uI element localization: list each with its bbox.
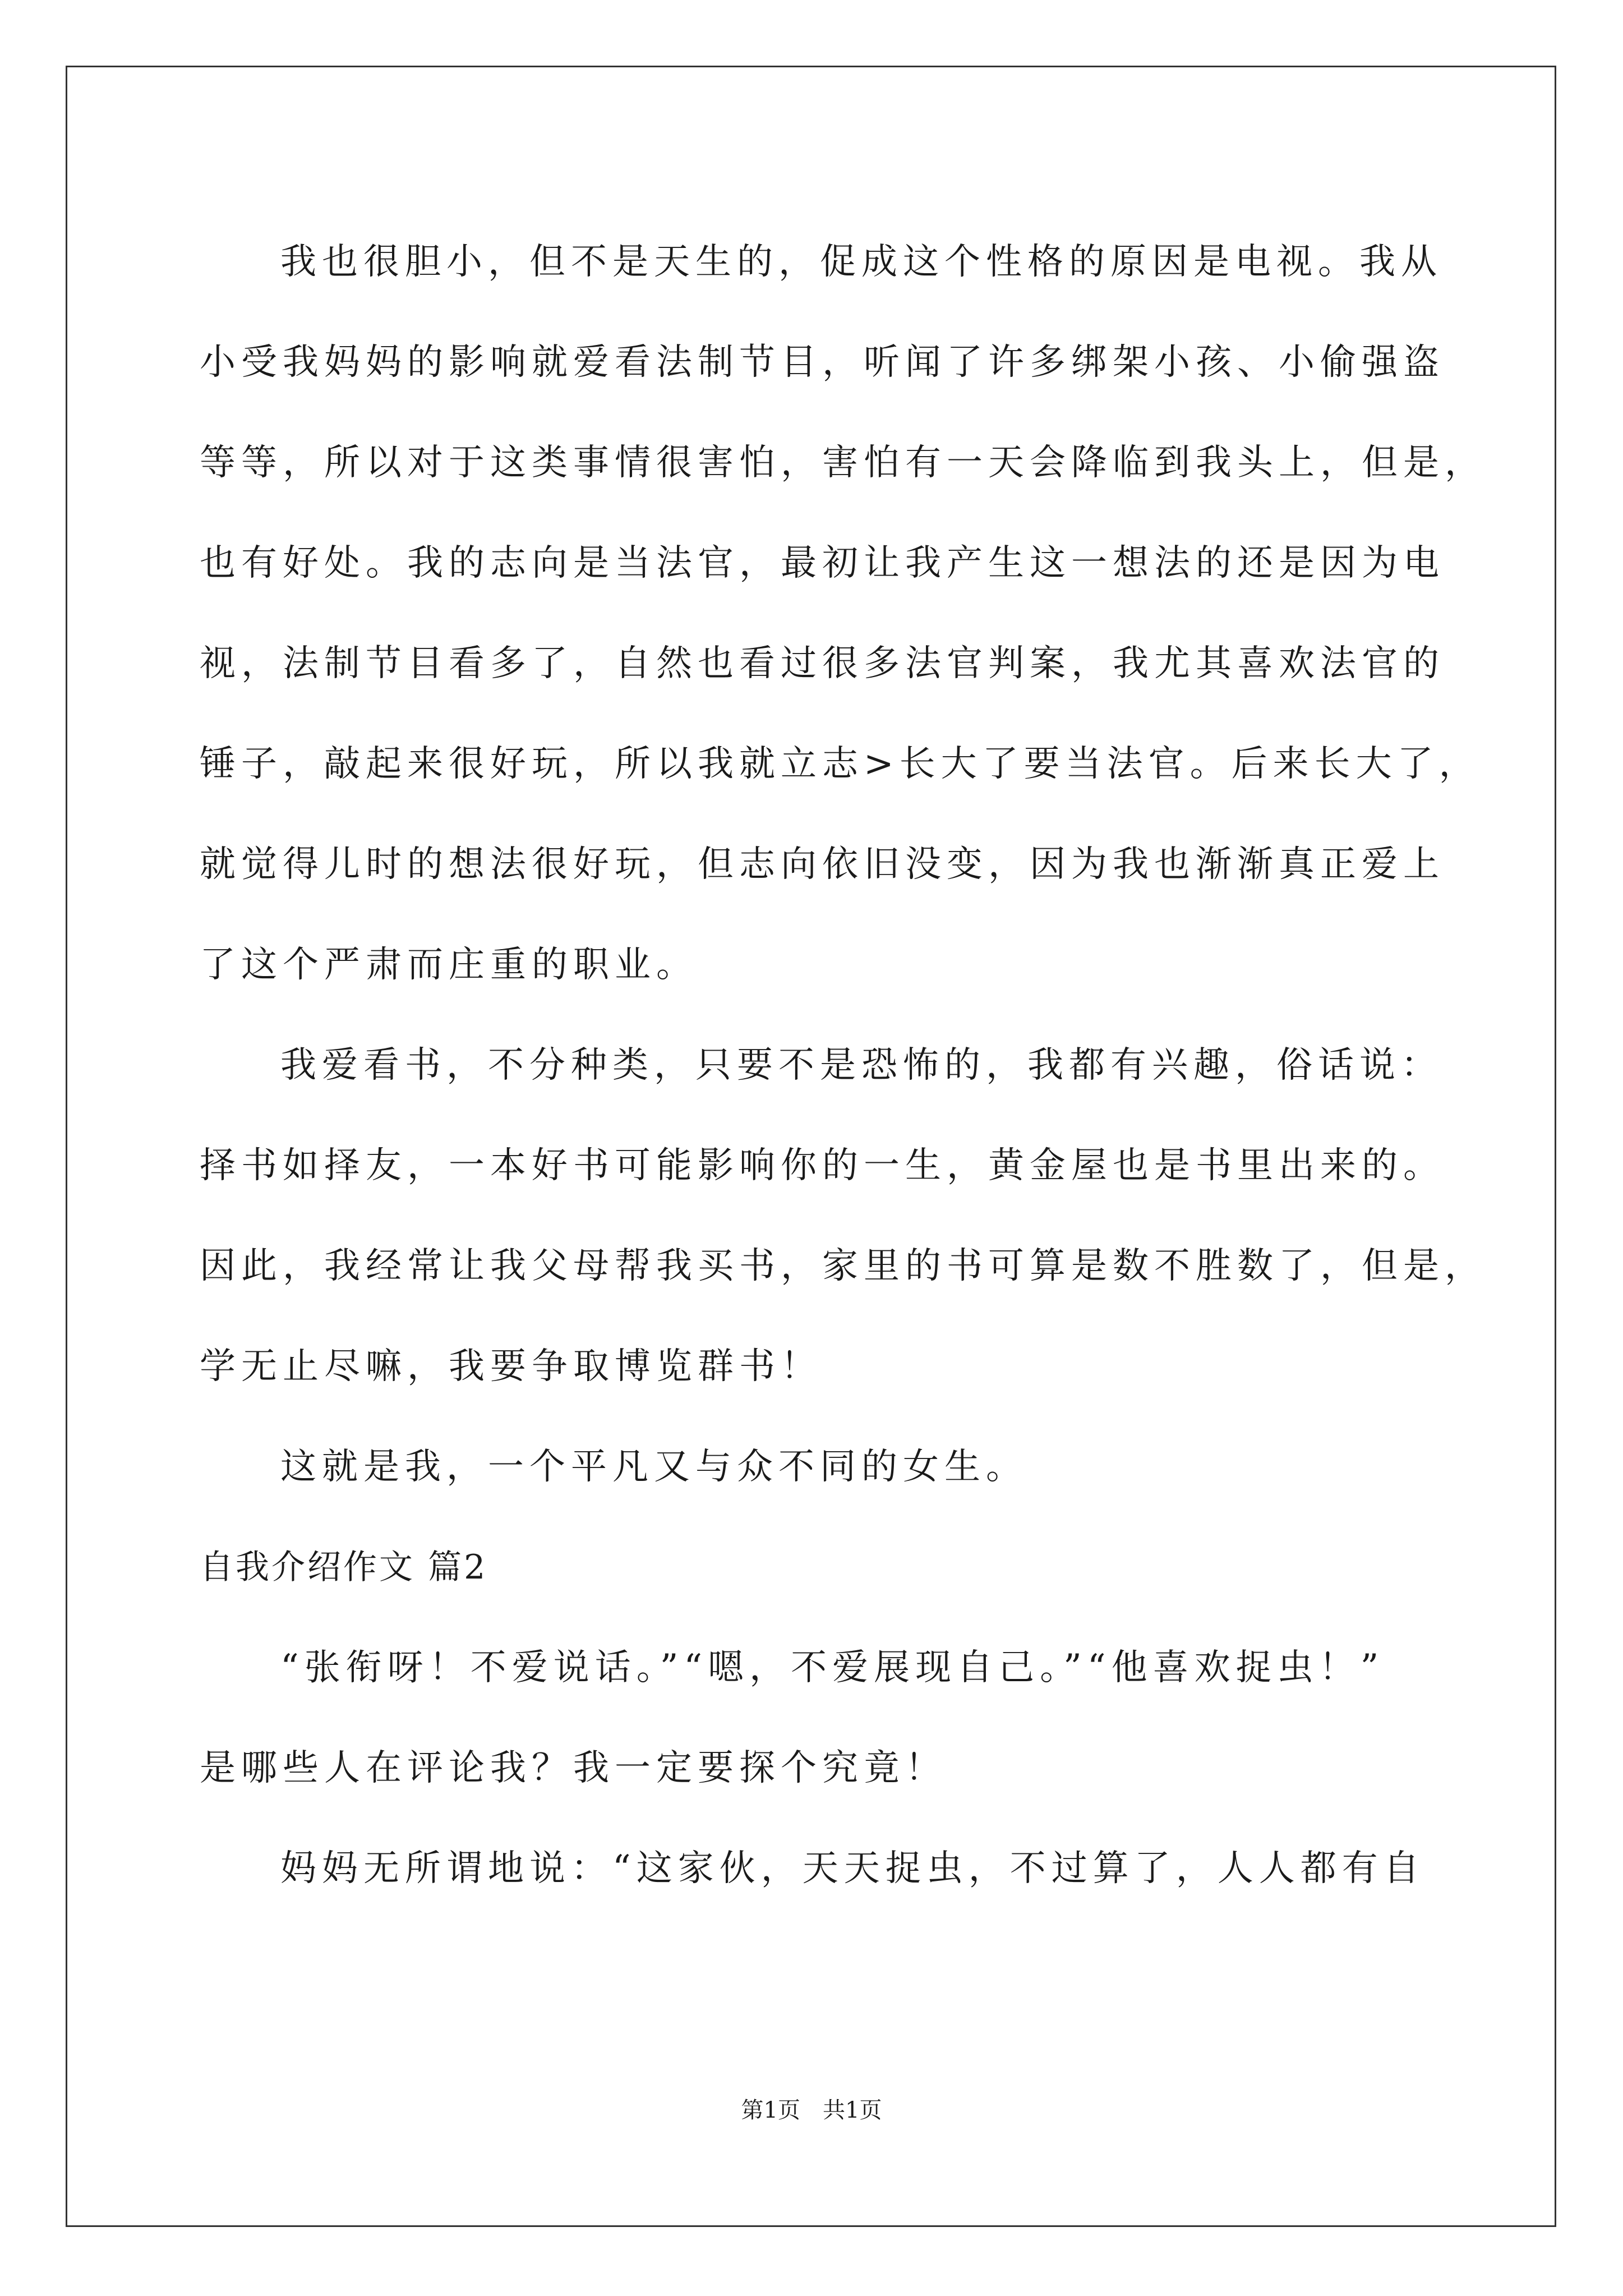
paragraph — [200, 1618, 1506, 1819]
text-line: 是哪些人在评论我？我一定要探个究竟！ — [200, 1747, 947, 1789]
text-line: 锤子，敲起来很好玩，所以我就立志>长大了要当法官。后来长大了， — [200, 743, 1481, 785]
paragraph — [200, 1015, 1506, 1417]
text-line: 我也很胆小，但不是天生的，促成这个性格的原因是电视。我从 — [280, 241, 1442, 283]
paragraph — [200, 1417, 1506, 1517]
text-line: “张衔呀！不爱说话。”“嗯，不爱展现自己。”“他喜欢捉虫！” — [280, 1647, 1385, 1688]
text-line: 了这个严肃而庄重的职业。 — [200, 944, 698, 986]
paragraph — [200, 1819, 1506, 1919]
text-line: 我爱看书，不分种类，只要不是恐怖的，我都有兴趣，俗话说： — [280, 1045, 1442, 1086]
text-line: 就觉得儿时的想法很好玩，但志向依旧没变，因为我也渐渐真正爱上 — [200, 844, 1445, 885]
text-line: 因此，我经常让我父母帮我买书，家里的书可算是数不胜数了，但是， — [200, 1245, 1486, 1287]
text-line: 视，法制节目看多了，自然也看过很多法官判案，我尤其喜欢法官的 — [200, 643, 1445, 684]
text-line: 择书如择友，一本好书可能影响你的一生，黄金屋也是书里出来的。 — [200, 1145, 1445, 1186]
text-line: 学无止尽嘛，我要争取博览群书！ — [200, 1346, 822, 1387]
text-line: 小受我妈妈的影响就爱看法制节目，听闻了许多绑架小孩、小偷强盗 — [200, 342, 1445, 383]
text-line: 也有好处。我的志向是当法官，最初让我产生这一想法的还是因为电 — [200, 542, 1445, 584]
document-body — [200, 212, 1506, 1919]
text-line: 妈妈无所谓地说：“这家伙，天天捉虫，不过算了，人人都有自 — [280, 1848, 1425, 1889]
paragraph — [200, 212, 1506, 1015]
section-heading: 自我介绍作文 篇2 — [200, 1548, 488, 1587]
page-footer: 第1页 共1页 — [741, 2097, 882, 2123]
text-line: 等等，所以对于这类事情很害怕，害怕有一天会降临到我头上，但是， — [200, 442, 1486, 484]
text-line: 这就是我，一个平凡又与众不同的女生。 — [280, 1446, 1027, 1488]
